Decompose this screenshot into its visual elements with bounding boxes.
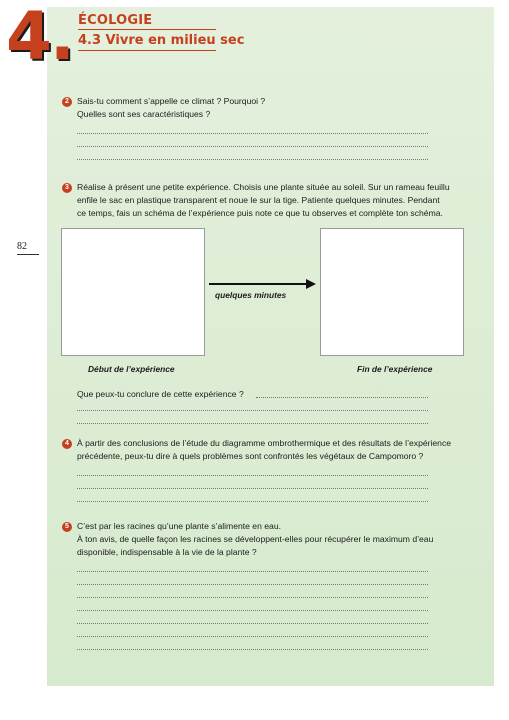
section-divider [78,50,216,51]
question-3-line-2: enfile le sac en plastique transparent et noue le sur la tige. Patiente quelques minutes. Pendant [77,195,440,205]
question-2-line-1: Sais-tu comment s’appelle ce climat ? Pourquoi ? [77,96,266,106]
answer-line[interactable] [77,488,428,489]
chapter-number: 4. [6,0,73,75]
answer-line[interactable] [77,610,428,611]
drawing-box-start[interactable] [61,228,205,356]
question-3-line-1: Réalise à présent une petite expérience. Choisis une plante située au soleil. Sur un rameau feuillu [77,182,450,192]
section-title: 4.3 Vivre en milieu sec [78,33,245,48]
answer-line[interactable] [77,410,428,411]
answer-line[interactable] [77,597,428,598]
caption-start: Début de l’expérience [88,364,175,374]
question-2-badge: 2 [62,97,72,107]
arrow-right-icon [306,279,316,289]
question-5-line-2: À ton avis, de quelle façon les racines se développent-elles pour récupérer le maximum d’eau [77,534,434,544]
answer-line[interactable] [77,475,428,476]
answer-line[interactable] [77,649,428,650]
drawing-box-end[interactable] [320,228,464,356]
question-5-line-1: C’est par les racines qu’une plante s’alimente en eau. [77,521,281,531]
question-3-line-3: ce temps, fais un schéma de l’expérience puis note ce que tu observes et complète ton schéma. [77,208,443,218]
conclusion-prompt: Que peux-tu conclure de cette expérience ? [77,389,244,399]
answer-line[interactable] [77,571,428,572]
answer-line[interactable] [77,159,428,160]
answer-line[interactable] [77,584,428,585]
answer-line[interactable] [77,501,428,502]
page-number: 82 [17,241,27,252]
question-2-line-2: Quelles sont ses caractéristiques ? [77,109,211,119]
title-divider [78,29,216,30]
answer-line[interactable] [256,397,428,398]
caption-end: Fin de l’expérience [357,364,433,374]
arrow-line [209,283,309,285]
question-4-line-2: précédente, peux-tu dire à quels problèmes sont confrontés les végétaux de Campomoro ? [77,451,424,461]
question-4-badge: 4 [62,439,72,449]
question-4-line-1: À partir des conclusions de l’étude du diagramme ombrothermique et des résultats de l’expérience [77,438,452,448]
page-number-rule [17,254,39,255]
question-3-badge: 3 [62,183,72,193]
chapter-title: ÉCOLOGIE [78,13,153,28]
answer-line[interactable] [77,423,428,424]
question-5-badge: 5 [62,522,72,532]
answer-line[interactable] [77,636,428,637]
answer-line[interactable] [77,133,428,134]
question-5-line-3: disponible, indispensable à la vie de la plante ? [77,547,257,557]
answer-line[interactable] [77,146,428,147]
arrow-label: quelques minutes [215,290,287,300]
answer-line[interactable] [77,623,428,624]
